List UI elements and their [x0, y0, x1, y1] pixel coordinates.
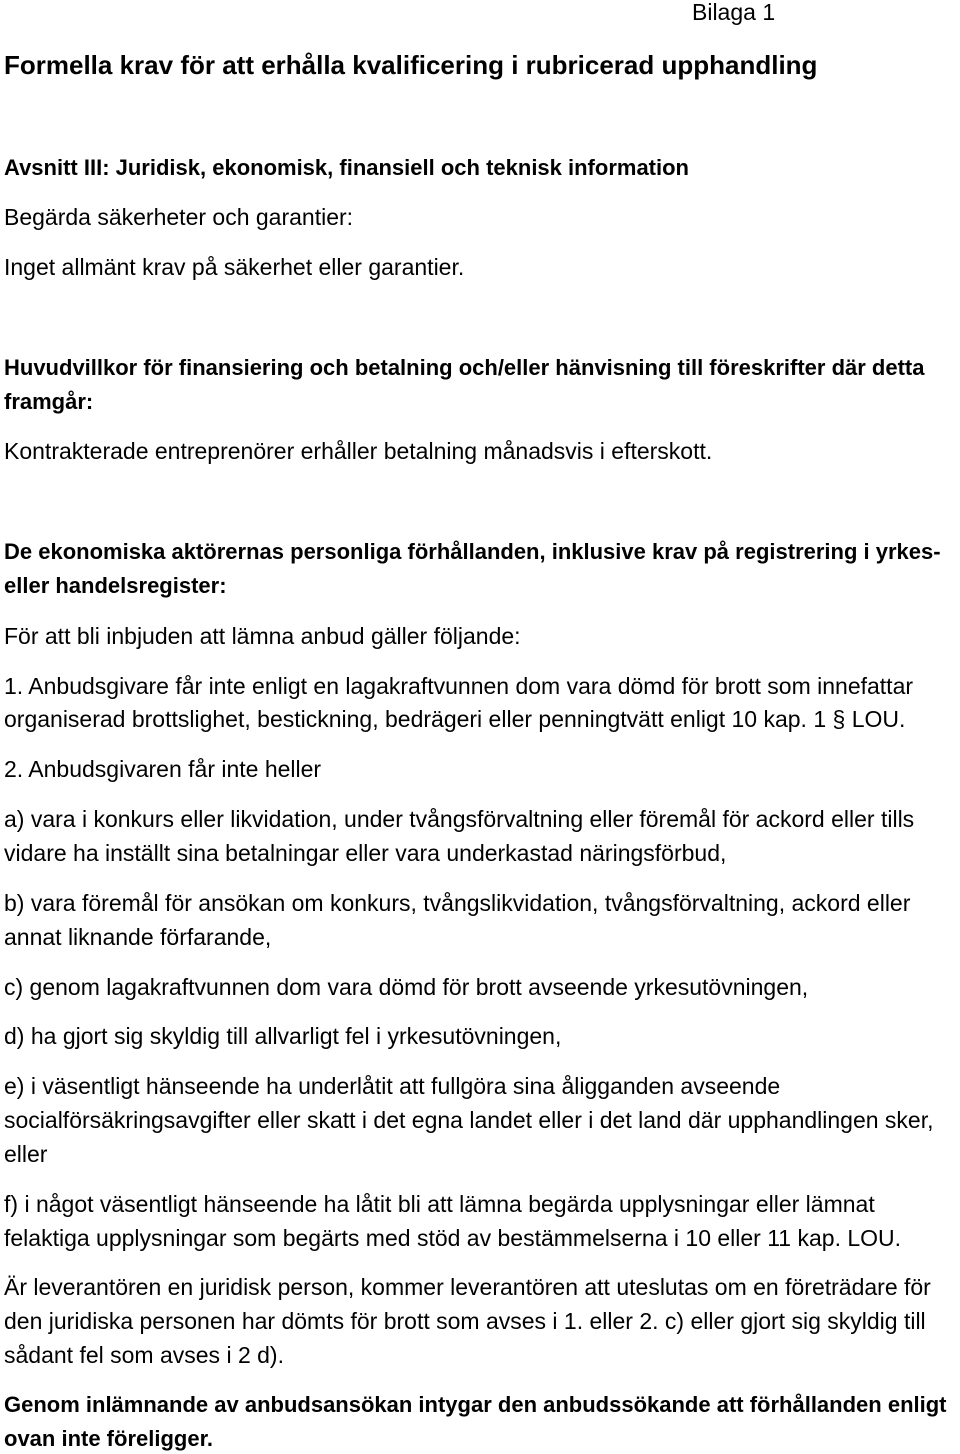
exclusion-ground-line: f) i något väsentligt hänseende ha låtit bli att lämna begärda upplysningar eller lämnat: [4, 1190, 875, 1217]
exclusion-ground-line: e) i väsentligt hänseende ha underlåtit att fullgöra sina åligganden avseende: [4, 1073, 781, 1100]
legal-person-clause: [4, 1274, 956, 1368]
exclusion-ground-line: c) genom lagakraftvunnen dom vara dömd för brott avseende yrkesutövningen,: [4, 973, 809, 1000]
exclusion-ground-e: [4, 1073, 956, 1167]
personal-situation-heading-line: eller handelsregister:: [4, 572, 227, 598]
section-heading-line: Avsnitt III: Juridisk, ekonomisk, finansiell och teknisk information: [4, 154, 689, 180]
legal-person-clause-line: sådant fel som avses i 2 d).: [4, 1342, 284, 1369]
exclusion-ground-b: [4, 890, 956, 950]
attachment-label: Bilaga 1: [692, 0, 776, 25]
exclusion-ground-line: felaktiga upplysningar som begärts med stöd av bestämmelserna i 10 eller 11 kap. LOU.: [4, 1224, 902, 1251]
personal-situation-heading-line: De ekonomiska aktörernas personliga förhållanden, inklusive krav på registrering i yrkes-: [4, 538, 941, 564]
requirement-1: [4, 673, 956, 733]
exclusion-ground-line: a) vara i konkurs eller likvidation, under tvångsförvaltning eller föremål för ackord eller tills: [4, 806, 915, 833]
payment-terms-heading-line: Huvudvillkor för finansiering och betalning och/eller hänvisning till föreskrifter där detta: [4, 354, 925, 380]
exclusion-ground-line: socialförsäkringsavgifter eller skatt i det egna landet eller i det land där upphandlingen sker,: [4, 1107, 934, 1134]
guarantees-label-line: Begärda säkerheter och garantier:: [4, 204, 354, 231]
exclusion-ground-line: vidare ha inställt sina betalningar eller vara underkastad näringsförbud,: [4, 839, 727, 866]
exclusion-ground-line: annat liknande förfarande,: [4, 923, 272, 950]
exclusion-ground-c: [4, 974, 956, 1000]
payment-terms-text: [4, 438, 956, 464]
exclusion-ground-line: d) ha gjort sig skyldig till allvarligt fel i yrkesutövningen,: [4, 1023, 562, 1050]
legal-person-clause-line: den juridiska personen har dömts för brott som avses i 1. eller 2. c) eller gjort sig skyldig till: [4, 1308, 926, 1335]
requirement-2-line: 2. Anbudsgivaren får inte heller: [4, 756, 322, 783]
requirement-1-line: organiserad brottslighet, bestickning, bedrägeri eller penningtvätt enligt 10 kap. 1 § LOU.: [4, 706, 906, 733]
invitation-intro: [4, 623, 956, 649]
exclusion-ground-line: eller: [4, 1140, 48, 1167]
guarantees-label: [4, 204, 956, 230]
document-body: [4, 50, 956, 1452]
declaration: [4, 1392, 956, 1452]
document-title: Formella krav för att erhålla kvalificering i rubricerad upphandling: [4, 50, 818, 80]
payment-terms-text-line: Kontrakterade entreprenörer erhåller betalning månadsvis i efterskott.: [4, 438, 713, 465]
declaration-line: ovan inte föreligger.: [4, 1425, 214, 1451]
payment-terms-heading: [4, 355, 956, 415]
payment-terms-heading-line: framgår:: [4, 388, 94, 414]
declaration-line: Genom inlämnande av anbudsansökan intygar den anbudssökande att förhållanden enligt: [4, 1391, 947, 1417]
exclusion-ground-a: [4, 806, 956, 866]
exclusion-ground-line: b) vara föremål för ansökan om konkurs, tvångslikvidation, tvångsförvaltning, ackord eller: [4, 889, 911, 916]
exclusion-ground-d: [4, 1023, 956, 1049]
section-heading: [4, 155, 956, 181]
exclusion-ground-f: [4, 1191, 956, 1251]
requirement-2: [4, 756, 956, 782]
guarantees-text: [4, 254, 956, 280]
requirement-1-line: 1. Anbudsgivare får inte enligt en lagakraftvunnen dom vara dömd för brott som innefattar: [4, 672, 914, 699]
legal-person-clause-line: Är leverantören en juridisk person, kommer leverantören att uteslutas om en företrädare för: [4, 1274, 931, 1301]
personal-situation-heading: [4, 539, 956, 599]
invitation-intro-line: För att bli inbjuden att lämna anbud gäller följande:: [4, 622, 521, 649]
guarantees-text-line: Inget allmänt krav på säkerhet eller garantier.: [4, 254, 465, 281]
